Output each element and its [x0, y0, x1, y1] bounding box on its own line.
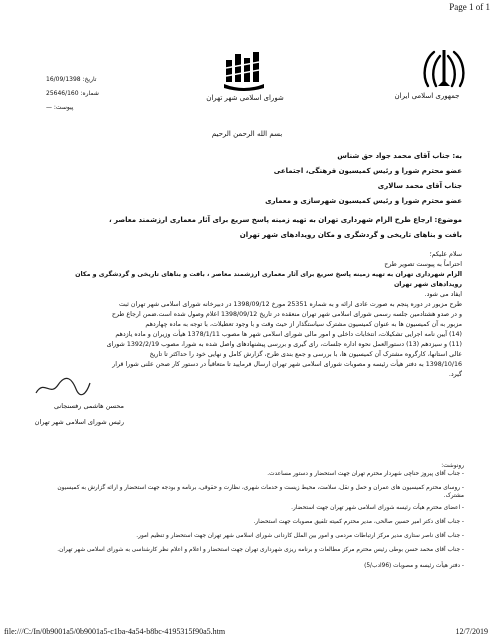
- council-title: شورای اسلامی شهر تهران: [206, 94, 284, 102]
- subject-line-1: موضوع: ارجاع طرح الزام شهرداری تهران به تهیه زمینه پاسخ سریع برای آثار معماری ارزشمند معاصر ،: [108, 216, 462, 224]
- cc-item: - جناب آقای دکتر امیر حسین صالحی، مدیر محترم کمیته تلفیق مصوبات جهت استحضار.: [253, 519, 464, 525]
- cc-item: - روسای محترم کمیسیون های عمران و حمل و نقل، سلامت، محیط زیست و خدمات شهری، نظارت و حقوقی، برنامه و بودجه جهت استحضار و ارائه گزارش به کمیسیون: [57, 485, 464, 491]
- letter-attachment: پیوست: —: [46, 104, 74, 111]
- government-title: جمهوری اسلامی ایران: [394, 92, 460, 100]
- letter-number: شماره: 25646/160: [46, 90, 99, 97]
- page-number-label: Page 1 of 1: [449, 2, 490, 12]
- cc-item: - جناب آقای محمد حسن بوطی رئیس محترم مرکز مطالعات و برنامه ریزی شهرداری تهران جهت استحضار و اعلام و اعلام نظر کارشناسی به شورای اسلامی شهر تهران.: [57, 547, 464, 553]
- cc-item: - دفتر هیأت رئیسه و مصوبات (96ادب/5): [364, 563, 464, 569]
- subject-line-2: بافت و بناهای تاریخی و گردشگری و مکان رویدادهای شهر تهران: [239, 231, 462, 239]
- recipient-line-1: به: جناب آقای محمد جواد حق شناس: [337, 152, 462, 160]
- recipient-line-4: عضو محترم شورا و رئیس کمیسیون شهرسازی و معماری: [265, 197, 462, 205]
- footer-file-path: file:///C:/In/0b9001a5/0b9001a5-c1ba-4a54-b8bc-4195315f90a5.htm: [4, 627, 226, 636]
- iran-emblem-icon: [418, 46, 470, 92]
- body-paragraph-line: (14) آیین نامه اجرایی تشکیلات، انتخابات داخلی و امور مالی شورای اسلامی شهر ها مصوب 1378/1/11 هیأت وزیران و ماده یازدهم: [115, 331, 462, 338]
- plan-title-line-2: رویدادهای شهر تهران: [393, 281, 462, 288]
- cc-item: - جناب آقای پیروز حناچی شهردار محترم تهران جهت استحضار و دستور مساعدت.: [267, 471, 464, 477]
- body-paragraph-line: طرح مزبور در دوره پنجم به صورت عادی ارائه و به شماره 25351 مورخ 1398/09/12 در دبیرخانه شورای اسلامی شهر تهران ثبت: [119, 301, 462, 308]
- cc-item: - جناب آقای ناصر ستاری مدیر مرکز ارتباطات مردمی و امور بین الملل کاردانی شورای اسلامی شهر تهران جهت استحضار و تنظیم امور.: [136, 533, 464, 539]
- recipient-line-3: جناب آقای محمد سالاری: [377, 182, 462, 190]
- cc-item: - اعضای محترم هیأت رئیسه شورای اسلامی شهر تهران جهت استحضار.: [291, 505, 464, 511]
- letter-date: تاریخ: 16/09/1398: [46, 76, 97, 83]
- handwritten-signature: [32, 375, 92, 399]
- recipient-line-2: عضو محترم شورا و رئیس کمیسیون فرهنگی، اجتماعی: [273, 167, 462, 175]
- body-paragraph-line: مزبور به آن کمیسیون ها به عنوان کمیسیون مشترک سیاستگذار از حیث وقت و با وجود تعطیلات، با توجه به ماده چهاردهم: [145, 321, 462, 328]
- body-paragraph-line: عالی استانها، کارگروه مشترک آن کمیسیون ها، با بررسی و جمع بندی طرح، گزارش کامل و نهایی خود را حداکثر تا تاریخ: [149, 351, 462, 358]
- cc-heading: رونوشت:: [441, 463, 464, 469]
- tehran-council-logo-icon: [222, 52, 266, 92]
- body-paragraph-line: گیرد.: [448, 371, 462, 378]
- footer-date: 12/7/2019: [455, 627, 488, 636]
- signatory-name: محسن هاشمی رفسنجانی: [54, 402, 124, 410]
- signatory-title: رئیس شورای اسلامی شهر تهران: [34, 418, 124, 426]
- bismillah-heading: بسم الله الرحمن الرحیم: [211, 130, 283, 138]
- sent-line: ایفاد می شود.: [424, 291, 462, 298]
- greeting: سلام علیکم؛: [429, 251, 462, 258]
- body-paragraph-line: 1398/10/16 به دفتر هیأت رئیسه و مصوبات شورای اسلامی شهر تهران ارسال فرمایید تا متعاقباً در دستور کار صحن علنی شورا قرار: [112, 361, 462, 368]
- body-paragraph-line: و در صدو هشتادمین جلسه رسمی شورای اسلامی شهر تهران منعقده در تاریخ 1398/09/12 اعلام وصول شده است.ضمن ارجاع طرح: [111, 311, 462, 318]
- intro-line: احتراماً به پیوست تصویر طرح: [384, 261, 462, 268]
- plan-title-line-1: الزام شهرداری تهران به تهیه زمینه پاسخ سریع برای آثار معماری ارزشمند معاصر ، بافت و بناهای تاریخی و گردشگری و مکان: [75, 271, 462, 278]
- body-paragraph-line: (11) و سیزدهم (13) دستورالعمل نحوه اداره جلسات، رای گیری و بررسی پیشنهادهای واصل شده به شورا، مصوب 1392/2/19 شورای: [106, 341, 462, 348]
- cc-item: مشترک.: [443, 493, 464, 499]
